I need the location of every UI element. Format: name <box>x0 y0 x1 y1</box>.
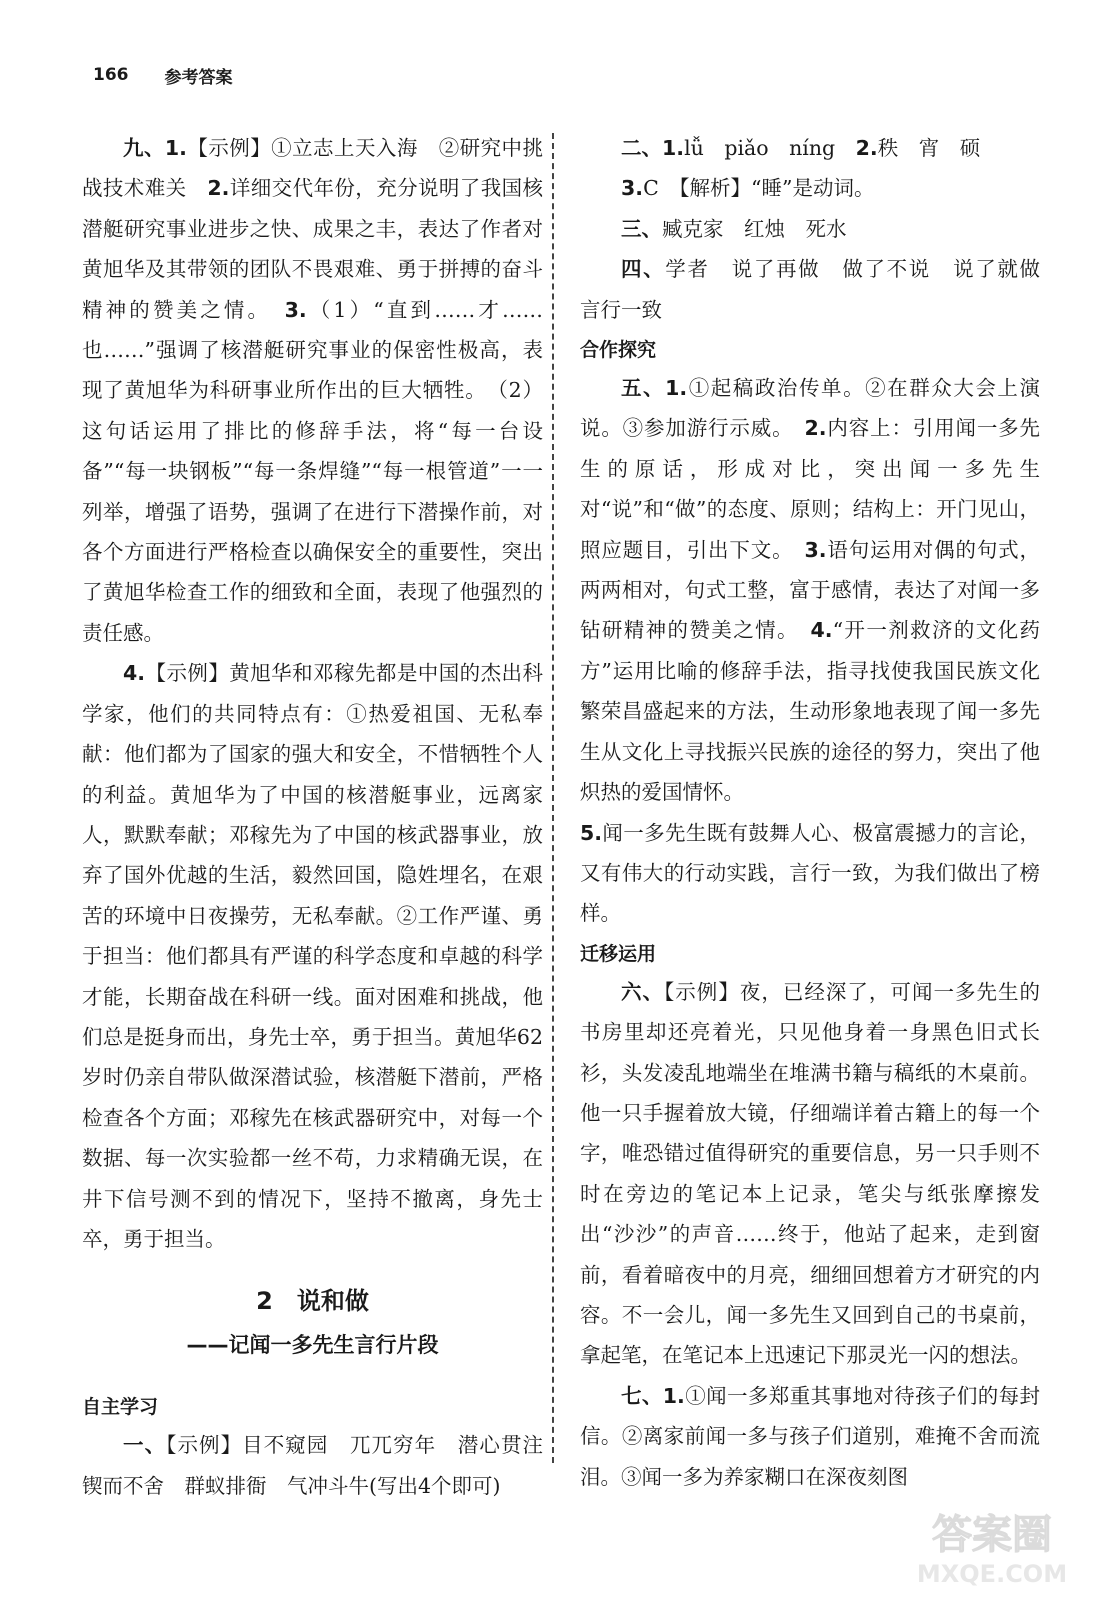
answer-q6: 六、【示例】夜，已经深了，可闻一多先生的书房里却还亮着光，只见他身着一身黑色旧式长衫，头发凌乱地端坐在堆满书籍与稿纸的木桌前。他一只手握着放大镜，仔细端详着古籍上的每一个字，唯恐错过值得研究的重要信息，另一只手则不时在旁边的笔记本上记录，笔尖与纸张摩擦发出“沙沙”的声音……终于，他站了起来，走到窗前，看着暗夜中的月亮，细细回想着方才研究的内容。不一会儿，闻一多先生又回到自己的书桌前，拿起笔，在笔记本上迅速记下那灵光一闪的想法。 <box>580 979 1041 1368</box>
answer-q2-3: 3.C 【解析】“睡”是动词。 <box>621 176 875 201</box>
answer-q5-5: 5.闻一多先生既有鼓舞人心、极富震撼力的言论，又有伟大的行动实践，言行一致，为我们做出了榜样。 <box>580 820 1040 926</box>
answer-q3: 三、臧克家 红烛 死水 <box>621 216 847 241</box>
answer-q9: 九、1.【示例】①立志上天入海 ②研究中挑战技术难关 2.详细交代年份，充分说明了我国核潜艇研究事业进步之快、成果之丰，表达了作者对黄旭华及其带领的团队不畏艰难、勇于拼搏的奋斗精神的赞美之情。 3.（1）“直到……才……也……”强调了核潜艇研究事业的保密性极高，表现了黄旭华为科研事业所作出的巨大牺牲。 （2）这句话运用了排比的修辞手法，将“每一台设备”“每一块钢板”“每一条焊缝”“每一根管道”一一列举，增强了语势，强调了在进行下潜操作前，对各个方面进行严格检查以确保安全的重要性，突出了黄旭华检查工作的细致和全面，表现了他强烈的责任感。 <box>82 136 544 645</box>
lesson-subtitle: ——记闻一多先生言行片段 <box>186 1333 439 1358</box>
header-title: 参考答案 <box>164 67 233 88</box>
answer-q7: 七、1.①闻一多郑重其事地对待孩子们的每封信。②离家前闻一多与孩子们道别，难掩不舍而流泪。③闻一多为养家糊口在深夜刻图 <box>580 1383 1040 1489</box>
section-heading-cooperate: 合作探究 <box>580 339 657 362</box>
answer-q2: 二、1.lǚ piǎo níng 2.秩 宵 硕 <box>621 136 981 160</box>
watermark-url: MXQE.COM <box>916 1560 1068 1588</box>
answer-q5: 五、1.①起稿政治传单。②在群众大会上演说。③参加游行示威。 2.内容上：引用闻一多先生的原话，形成对比，突出闻一多先生对“说”和“做”的态度、原则；结构上：开门见山，照应题目，引出下文。 3.语句运用对偶的句式，两两相对，句式工整，富于感情，表达了对闻一多钻研精神的赞美之情。 4.“开一剂救济的文化药方”运用比喻的修辞手法，指寻找使我国民族文化繁荣昌盛起来的方法，生动形象地表现了闻一多先生从文化上寻找振兴民族的途径的努力，突出了他炽热的爱国情怀。 <box>580 376 1041 805</box>
answer-q9-4: 4.【示例】黄旭华和邓稼先都是中国的杰出科学家，他们的共同特点有：①热爱祖国、无私奉献：他们都为了国家的强大和安全，不惜牺牲个人的利益。黄旭华为了中国的核潜艇事业，远离家人，默默奉献；邓稼先为了中国的核武器事业，放弃了国外优越的生活，毅然回国，隐姓埋名，在艰苦的环境中日夜操劳，无私奉献。②工作严谨、勇于担当：他们都具有严谨的科学态度和卓越的科学才能，长期奋战在科研一线。面对困难和挑战，他们总是挺身而出，身先士卒，勇于担当。黄旭华62岁时仍亲自带队做深潜试验，核潜艇下潜前，严格检查各个方面；邓稼先在核武器研究中，对每一个数据、每一次实验都一丝不苟，力求精确无误，在井下信号测不到的情况下，坚持不撤离，身先士卒，勇于担当。 <box>82 661 543 1251</box>
lesson-title: 2 说和做 <box>256 1287 369 1316</box>
right-column <box>580 128 1061 1497</box>
section-heading-transfer: 迁移运用 <box>580 942 657 965</box>
column-divider <box>552 133 554 1463</box>
section-heading-self-study: 自主学习 <box>82 1396 159 1419</box>
watermark-logo <box>907 1500 1077 1590</box>
answer-q1: 一、【示例】目不窥园 兀兀穷年 潜心贯注 锲而不舍 群蚁排衙 气冲斗牛(写出4个即可) <box>82 1433 564 1498</box>
left-column <box>82 128 564 1506</box>
watermark-text: 答案圈 <box>932 1512 1052 1558</box>
page-header <box>93 60 233 90</box>
answer-q4: 四、学者 说了再做 做了不说 说了就做 言行一致 <box>580 257 1061 322</box>
page-number: 166 <box>93 65 129 85</box>
